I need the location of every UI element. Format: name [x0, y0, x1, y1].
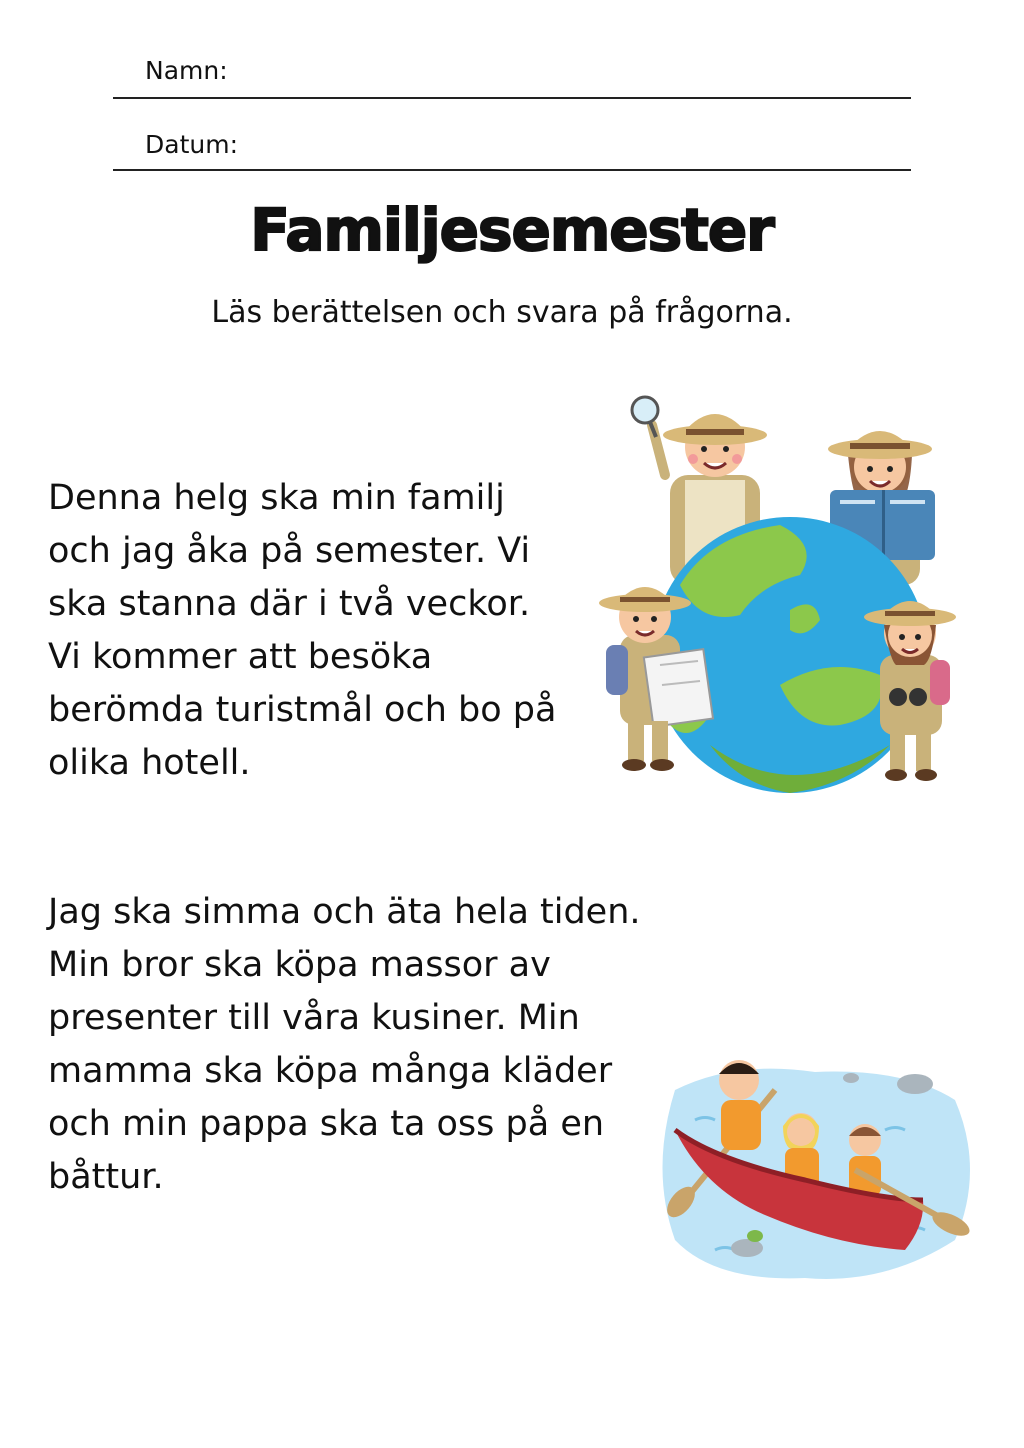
story-line: båttur. [48, 1157, 164, 1197]
story-line: Vi kommer att besöka [48, 637, 433, 677]
story-line: och jag åka på semester. Vi [48, 531, 531, 571]
story-line: ska stanna där i två veckor. [48, 584, 531, 624]
instructions: Läs berättelsen och svara på frågorna. [211, 295, 793, 330]
date-line[interactable] [113, 169, 911, 171]
story-line: Min bror ska köpa massor av [48, 945, 551, 985]
story-line: mamma ska köpa många kläder [48, 1051, 613, 1091]
story-line: olika hotell. [48, 743, 251, 783]
story-line: berömda turistmål och bo på [48, 690, 557, 730]
story-line: Jag ska simma och äta hela tiden. [48, 892, 641, 932]
story-line: presenter till våra kusiner. Min [48, 998, 580, 1038]
explorer-family-globe-illustration [590, 385, 980, 795]
page-title: Familjesemester [250, 196, 774, 264]
story-paragraph-1 [48, 472, 588, 790]
date-label: Datum: [145, 130, 238, 159]
story-line: Denna helg ska min familj [48, 478, 505, 518]
story-paragraph-2 [48, 886, 678, 1204]
name-line[interactable] [113, 97, 911, 99]
name-label: Namn: [145, 56, 228, 85]
family-canoe-illustration [655, 1050, 975, 1290]
story-line: och min pappa ska ta oss på en [48, 1104, 605, 1144]
